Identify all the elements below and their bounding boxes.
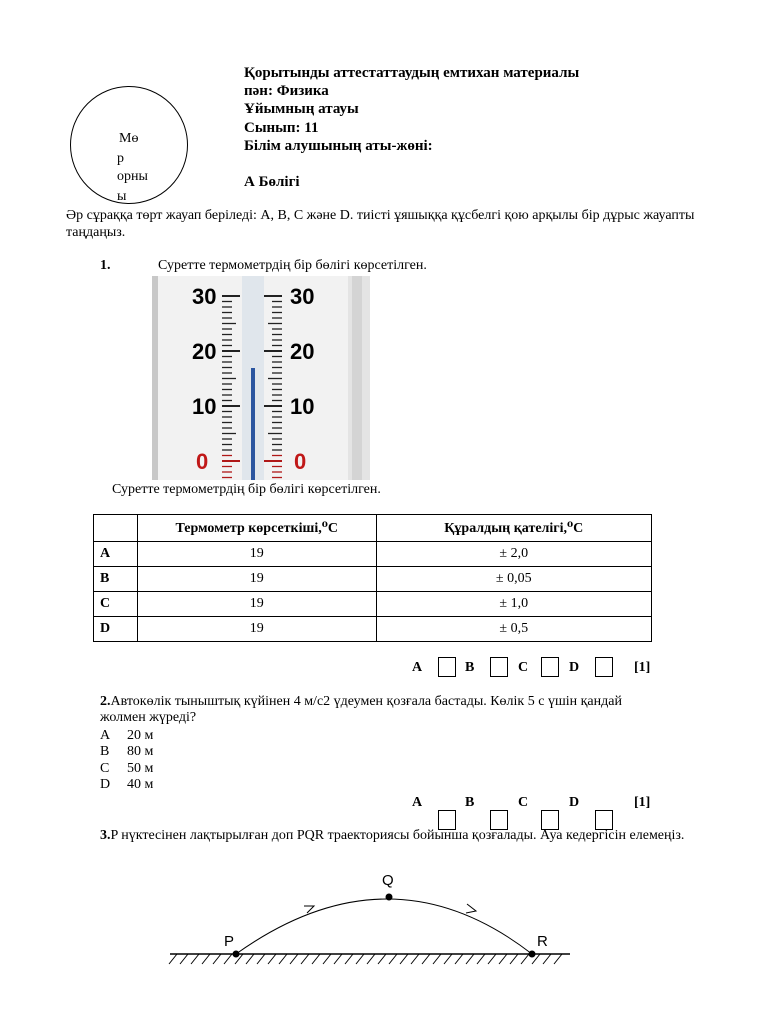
q1-option-c-label: C [518,660,529,675]
q3-question: P нүктесінен лақтырылған доп PQR траекториясы бойынша қозғалады. Ауа кедергісін елемеңіз. [110,828,685,843]
q2-option-c-checkbox[interactable] [541,810,559,830]
q2-option-c-label: C [518,795,529,810]
q1-answer-table [93,514,652,642]
row-label: B [94,567,138,592]
table-row [94,542,652,567]
q2-choice-a-label: A [100,728,111,743]
section-title: А Бөлігі [244,174,300,190]
q1-option-b-label: B [465,660,475,675]
scale-10-right: 10 [290,394,315,419]
org-line: Ұйымның атауы [244,101,359,117]
direction-arrow-left [304,906,314,913]
q3-number: 3. [100,828,111,843]
row-error: ± 2,0 [376,542,651,567]
row-reading: 19 [137,542,376,567]
point-r [529,951,536,958]
q1-option-c-checkbox[interactable] [541,657,559,677]
point-p [233,951,240,958]
q2-text [100,694,660,726]
q2-option-a-label: A [412,795,423,810]
q2-choice-b-label: B [100,744,110,759]
q2-choice-c-value: 50 м [127,761,154,776]
row-label: A [94,542,138,567]
label-p: P [224,933,235,950]
q2-mark: [1] [634,795,651,810]
table-row [94,567,652,592]
scale-20-right: 20 [290,339,315,364]
label-r: R [537,933,548,950]
q2-choice-b-value: 80 м [127,744,154,759]
mercury-column [251,368,255,480]
row-reading: 19 [137,617,376,642]
exam-title: Қорытынды аттестаттаудың емтихан материалы [244,65,580,81]
q1-text: Суретте термометрдің бір бөлігі көрсетілген. [158,258,427,273]
scale-10-left: 10 [192,394,217,419]
q2-option-b-label: B [465,795,475,810]
row-label: D [94,617,138,642]
table-header-row [94,515,652,542]
row-reading: 19 [137,567,376,592]
subject-line: пән: Физика [244,83,329,99]
q2-question: Автокөлік тыныштық күйінен 4 м/с2 үдеумен қозғала бастады. Көлік 5 с үшін қандай жолмен жүреді? [100,694,622,725]
q2-number: 2. [100,694,111,709]
row-error: ± 0,05 [376,567,651,592]
q1-caption: Суретте термометрдің бір бөлігі көрсетілген. [112,482,381,497]
q1-option-a-label: A [412,660,423,675]
scale-30-right: 30 [290,284,315,309]
q2-choice-d-value: 40 м [127,777,154,792]
seal-text-2: р [117,151,124,166]
label-q: Q [382,872,394,889]
q1-number: 1. [100,258,111,273]
q2-option-d-label: D [569,795,580,810]
scale-20-left: 20 [192,339,217,364]
q1-option-a-checkbox[interactable] [438,657,456,677]
table-header-cell [94,515,138,542]
q1-option-d-checkbox[interactable] [595,657,613,677]
row-error: ± 1,0 [376,592,651,617]
table-row [94,592,652,617]
q2-option-a-checkbox[interactable] [438,810,456,830]
trajectory-diagram [165,868,575,978]
scale-30-left: 30 [192,284,217,309]
table-row [94,617,652,642]
row-reading: 19 [137,592,376,617]
scale-0-left: 0 [196,449,209,474]
scale-0-right: 0 [294,449,307,474]
table-header-cell: Термометр көрсеткіші,⁰С [137,515,376,542]
q2-choice-d-label: D [100,777,111,792]
seal-text-4: ы [117,189,127,204]
instruction-text: Әр сұраққа төрт жауап беріледі: A, B, C және D. тиісті ұяшыққа құсбелгі қою арқылы бір дұрыс жауапты таңдаңыз. [66,208,695,240]
ground-hatching [169,954,562,964]
seal-area [70,86,188,204]
q1-mark: [1] [634,660,651,675]
seal-text-1: Мө [119,131,139,146]
thermometer-image [152,276,370,480]
q3-text [100,828,700,844]
grade-line: Сынып: 11 [244,120,319,136]
q1-option-d-label: D [569,660,580,675]
student-line: Білім алушының аты-жөні: [244,138,433,154]
q2-option-b-checkbox[interactable] [490,810,508,830]
q2-choice-a-value: 20 м [127,728,154,743]
seal-text-3: орны [117,169,148,184]
direction-arrow-right [466,904,476,913]
table-header-cell: Құралдың қателігі,⁰С [376,515,651,542]
point-q [386,894,393,901]
q1-option-b-checkbox[interactable] [490,657,508,677]
row-error: ± 0,5 [376,617,651,642]
q2-option-d-checkbox[interactable] [595,810,613,830]
q2-choice-c-label: C [100,761,110,776]
trajectory-path [236,899,532,954]
row-label: C [94,592,138,617]
